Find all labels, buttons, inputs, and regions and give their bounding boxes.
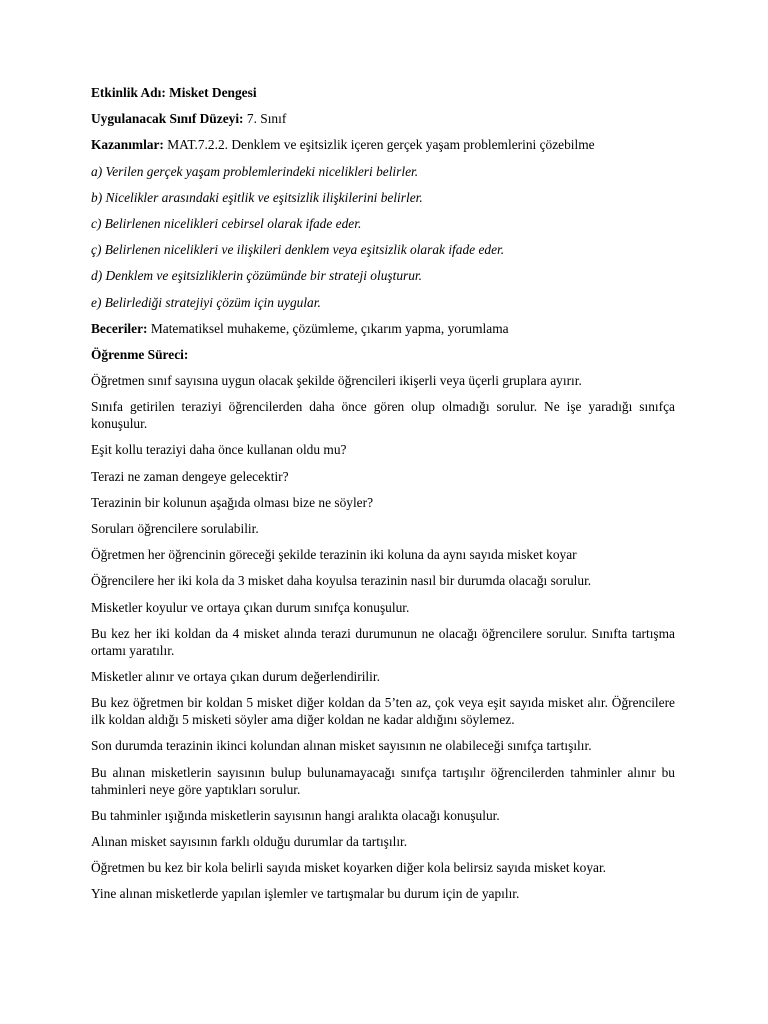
process-paragraph: Terazi ne zaman dengeye gelecektir?: [91, 468, 289, 484]
process-paragraph: Terazinin bir kolunun aşağıda olması bize ne söyler?: [91, 494, 374, 510]
process-paragraph: Öğretmen bu kez bir kola belirli sayıda misket koyarken diğer kola belirsiz sayıda misket koyar.: [91, 860, 607, 876]
grade-label: Uygulanacak Sınıf Düzeyi:: [91, 111, 244, 127]
activity-title: [91, 84, 675, 101]
process-paragraph: Sınıfa getirilen teraziyi öğrencilerden daha önce gören olup olmadığı sorulur. Ne işe yaradığı sınıfça konuşulur.: [91, 399, 675, 432]
skills-value: Matematiksel muhakeme, çözümleme, çıkarım yapma, yorumlama: [147, 320, 509, 336]
outcomes-line: [91, 136, 675, 153]
process-paragraph: Öğrencilere her iki kola da 3 misket daha koyulsa terazinin nasıl bir durumda olacağı sorulur.: [91, 573, 592, 589]
outcome-item-d: d) Denklem ve eşitsizliklerin çözümünde bir strateji oluşturur.: [91, 268, 423, 284]
process-paragraph: Öğretmen her öğrencinin göreceği şekilde terazinin iki koluna da aynı sayıda misket koyar: [91, 547, 577, 563]
process-heading: [91, 346, 675, 363]
process-paragraph: Alınan misket sayısının farklı olduğu durumlar da tartışılır.: [91, 833, 408, 849]
document-page: [91, 84, 675, 911]
process-paragraph: Misketler koyulur ve ortaya çıkan durum sınıfça konuşulur.: [91, 599, 410, 615]
outcomes-label: Kazanımlar:: [91, 137, 164, 153]
process-paragraph: Misketler alınır ve ortaya çıkan durum değerlendirilir.: [91, 668, 380, 684]
process-paragraph: Eşit kollu teraziyi daha önce kullanan oldu mu?: [91, 442, 347, 458]
skills-line: [91, 320, 675, 337]
activity-label: Etkinlik Adı: Misket Dengesi: [91, 85, 257, 100]
process-label: Öğrenme Süreci:: [91, 346, 189, 362]
process-paragraph: Bu alınan misketlerin sayısının bulup bulunamayacağı sınıfça tartışılır öğrencilerden tahminler alınır bu tahminleri neye göre yaptıkları sorulur.: [91, 764, 675, 797]
grade-value: 7. Sınıf: [243, 111, 287, 127]
process-paragraph: Öğretmen sınıf sayısına uygun olacak şekilde öğrencileri ikişerli veya üçerli gruplara ayırır.: [91, 373, 582, 389]
grade-line: [91, 110, 675, 127]
process-paragraph: Bu kez öğretmen bir koldan 5 misket diğer koldan da 5’ten az, çok veya eşit sayıda misket alır. Öğrencilere ilk koldan aldığı 5 misketi söyler ama diğer koldan ne kadar aldığını söylemez.: [91, 695, 675, 728]
outcome-item-e: e) Belirlediği stratejiyi çözüm için uygular.: [91, 294, 321, 310]
outcomes-value: MAT.7.2.2. Denklem ve eşitsizlik içeren gerçek yaşam problemlerini çözebilme: [163, 137, 595, 153]
outcome-item-a: a) Verilen gerçek yaşam problemlerindeki nicelikleri belirler.: [91, 163, 419, 179]
process-paragraph: Yine alınan misketlerde yapılan işlemler ve tartışmalar bu durum için de yapılır.: [91, 886, 520, 902]
outcome-item-c: c) Belirlenen nicelikleri cebirsel olarak ifade eder.: [91, 215, 362, 231]
outcome-item-b: b) Nicelikler arasındaki eşitlik ve eşitsizlik ilişkilerini belirler.: [91, 189, 423, 205]
skills-label: Beceriler:: [91, 320, 148, 336]
process-paragraph: Son durumda terazinin ikinci kolundan alınan misket sayısının ne olabileceği sınıfça tartışılır.: [91, 738, 592, 754]
process-paragraph: Soruları öğrencilere sorulabilir.: [91, 521, 259, 536]
outcome-item-cc: ç) Belirlenen nicelikleri ve ilişkileri denklem veya eşitsizlik olarak ifade eder.: [91, 242, 505, 258]
process-paragraph: Bu kez her iki koldan da 4 misket alında terazi durumunun ne olacağı öğrencilere sorulur. Sınıfta tartışma ortamı yaratılır.: [91, 625, 675, 658]
process-paragraph: Bu tahminler ışığında misketlerin sayısının hangi aralıkta olacağı konuşulur.: [91, 807, 500, 823]
